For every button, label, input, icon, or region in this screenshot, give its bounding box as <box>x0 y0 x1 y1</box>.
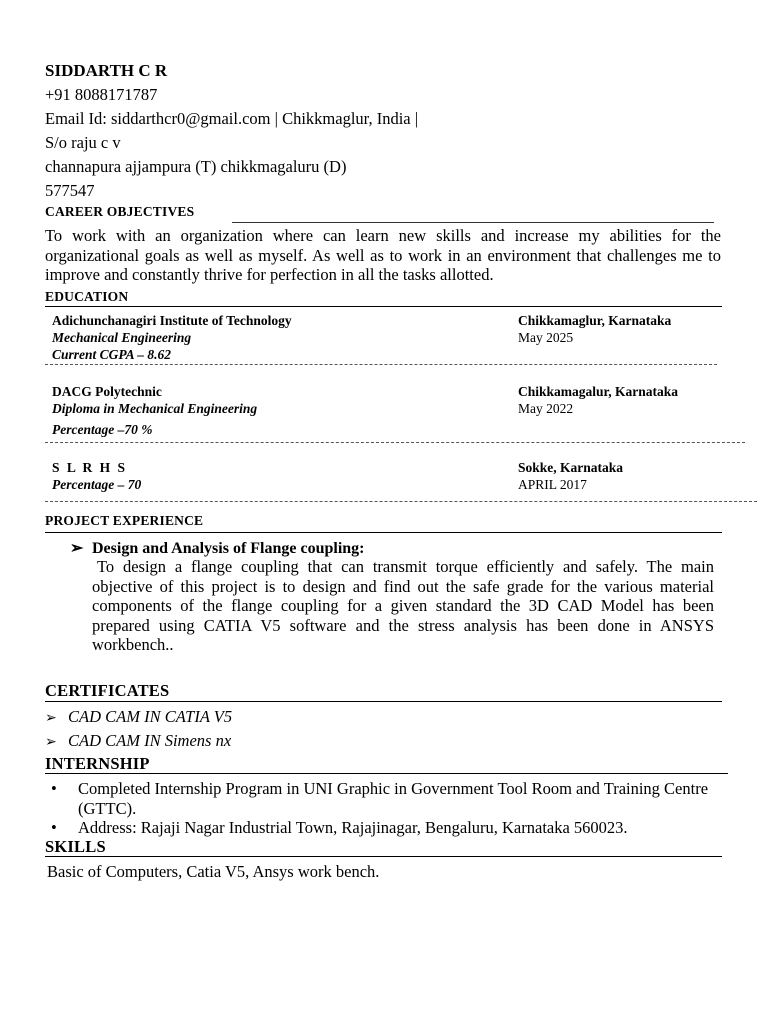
career-divider <box>232 222 714 223</box>
relation-line: S/o raju c v <box>45 133 121 152</box>
internship-text: Completed Internship Program in UNI Graphic in Government Tool Room and Training Centre (GTTC). <box>78 779 709 818</box>
skills-text: Basic of Computers, Catia V5, Ansys work bench. <box>47 862 380 881</box>
education-institution: DACG Polytechnic <box>52 384 162 399</box>
certificate-item <box>45 731 231 751</box>
pincode-line: 577547 <box>45 181 95 200</box>
project-experience-heading: PROJECT EXPERIENCE <box>45 513 204 528</box>
internship-text: Address: Rajaji Nagar Industrial Town, Rajajinagar, Bengaluru, Karnataka 560023. <box>78 818 628 837</box>
email-location-line: Email Id: siddarthcr0@gmail.com | Chikkmaglur, India | <box>45 109 419 128</box>
bullet-dot-icon: • <box>51 818 57 837</box>
education-dashed-divider <box>45 501 757 502</box>
internship-heading: INTERNSHIP <box>45 754 150 773</box>
education-dashed-divider <box>45 364 717 365</box>
skills-heading: SKILLS <box>45 837 106 856</box>
career-objectives-text: To work with an organization where can learn new skills and increase my abilities for the organizational goals as well as myself. As well as to work in an environment that challenges me to improve and constantly thrive for perfection in all the tasks allotted. <box>45 226 721 284</box>
education-score: Percentage – 70 <box>52 477 142 492</box>
bullet-dot-icon: • <box>51 779 57 798</box>
career-objectives-heading: CAREER OBJECTIVES <box>45 204 195 219</box>
phone-number: +91 8088171787 <box>45 85 158 104</box>
arrow-bullet-icon: ➢ <box>45 735 57 750</box>
education-institution: Adichunchanagiri Institute of Technology <box>52 313 292 328</box>
project-divider <box>45 532 722 533</box>
project-description: To design a flange coupling that can transmit torque efficiently and safely. The main objective of this project is to design and find out the safe grade for the various material components of the flange coupling for a given standard the 3D CAD Model has been prepared using CATIA V5 software and the stress analysis has been done in ANSYS workbench.. <box>92 557 714 654</box>
education-course: Mechanical Engineering <box>52 330 192 345</box>
address-line: channapura ajjampura (T) chikkmagaluru (D) <box>45 157 347 176</box>
education-date: APRIL 2017 <box>518 477 587 492</box>
project-title <box>70 538 365 558</box>
internship-item <box>45 779 721 819</box>
certificates-heading: CERTIFICATES <box>45 681 170 700</box>
education-date: May 2025 <box>518 330 574 345</box>
education-location: Chikkamaglur, Karnataka <box>518 313 672 328</box>
education-heading: EDUCATION <box>45 289 129 304</box>
skills-divider <box>45 856 722 857</box>
certificate-text: CAD CAM IN CATIA V5 <box>68 707 233 726</box>
education-location: Sokke, Karnataka <box>518 460 624 475</box>
arrow-bullet-icon: ➢ <box>70 540 84 557</box>
education-institution: S L R H S <box>52 460 128 475</box>
internship-divider <box>45 773 728 774</box>
education-score: Current CGPA – 8.62 <box>52 347 172 362</box>
certificate-item <box>45 707 232 727</box>
education-divider <box>45 306 722 307</box>
certificate-text: CAD CAM IN Simens nx <box>68 731 232 750</box>
education-date: May 2022 <box>518 401 574 416</box>
internship-item <box>45 818 721 838</box>
education-score: Percentage –70 % <box>52 422 153 437</box>
project-title-text: Design and Analysis of Flange coupling: <box>92 540 365 557</box>
education-course: Diploma in Mechanical Engineering <box>52 401 258 416</box>
candidate-name: SIDDARTH C R <box>45 61 168 80</box>
education-dashed-divider <box>45 442 745 443</box>
education-location: Chikkamagalur, Karnataka <box>518 384 679 399</box>
certificates-divider <box>45 701 722 702</box>
arrow-bullet-icon: ➢ <box>45 711 57 726</box>
